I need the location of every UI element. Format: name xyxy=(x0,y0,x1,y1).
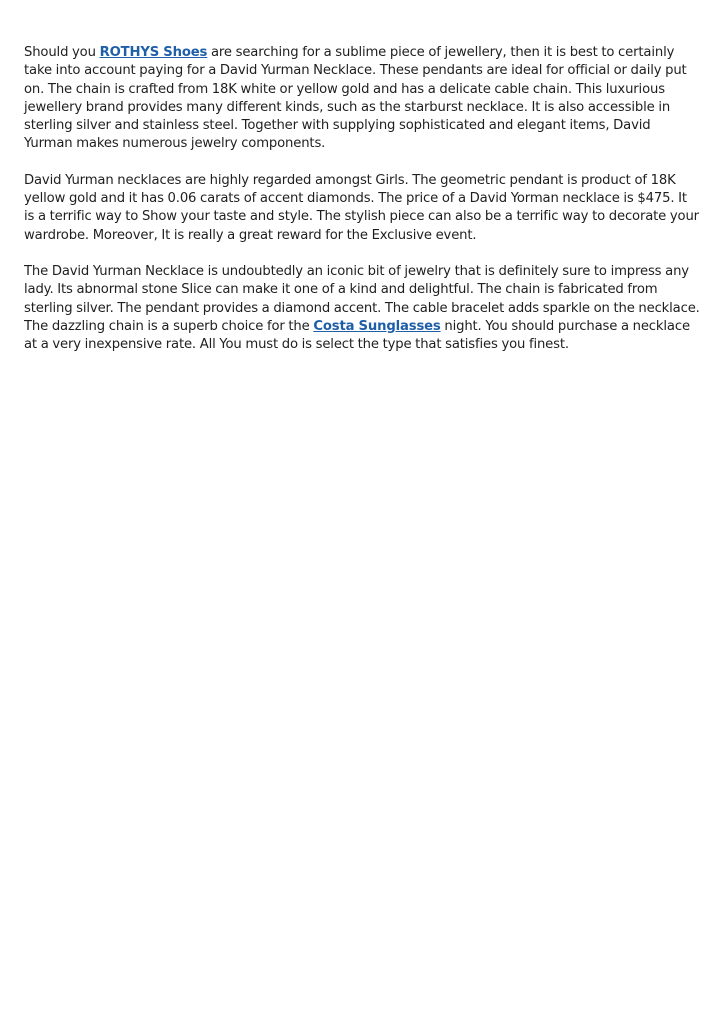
paragraph-1 xyxy=(24,44,700,154)
rothys-shoes-link[interactable]: ROTHYS Shoes xyxy=(99,45,208,60)
paragraph-2: David Yurman necklaces are highly regarded amongst Girls. The geometric pendant is product of 18K yellow gold and it has 0.06 carats of accent diamonds. The price of a David Yorman necklace is $475. It is a terrific way to Show your taste and style. The stylish piece can also be a terrific way to decorate your wardrobe. Moreover, It is really a great reward for the Exclusive event. xyxy=(24,172,699,243)
paragraph-1-text-end: are searching for a sublime piece of jewellery, then it is best to certainly take into account paying for a David Yurman Necklace. These pendants are ideal for official or daily put on. The chain is crafted from 18K white or yellow gold and has a delicate cable chain. This luxurious jewellery brand provides many different kinds, such as the starburst necklace. It is also accessible in sterling silver and stainless steel. Together with supplying sophisticated and elegant items, David Yurman makes numerous jewelry components. xyxy=(24,45,687,152)
paragraph-3 xyxy=(24,263,700,354)
costa-sunglasses-link[interactable]: Costa Sunglasses xyxy=(313,318,441,334)
paragraph-1-text-start: Should you xyxy=(24,45,100,60)
paragraph-3-text-end: night. You should purchase a necklace at a very inexpensive rate. All You must do is select the type that satisfies you finest. xyxy=(24,318,690,353)
paragraph-3-text-start: The David Yurman Necklace is undoubtedly an iconic bit of jewelry that is definitely sure to impress any lady. Its abnormal stone Slice can make it one of a kind and delightful. The chain is fabricated from sterling silver. The pendant provides a diamond accent. The cable bracelet adds sparkle on the necklace. The dazzling chain is a superb choice for the xyxy=(24,263,700,334)
document-body xyxy=(24,44,700,372)
